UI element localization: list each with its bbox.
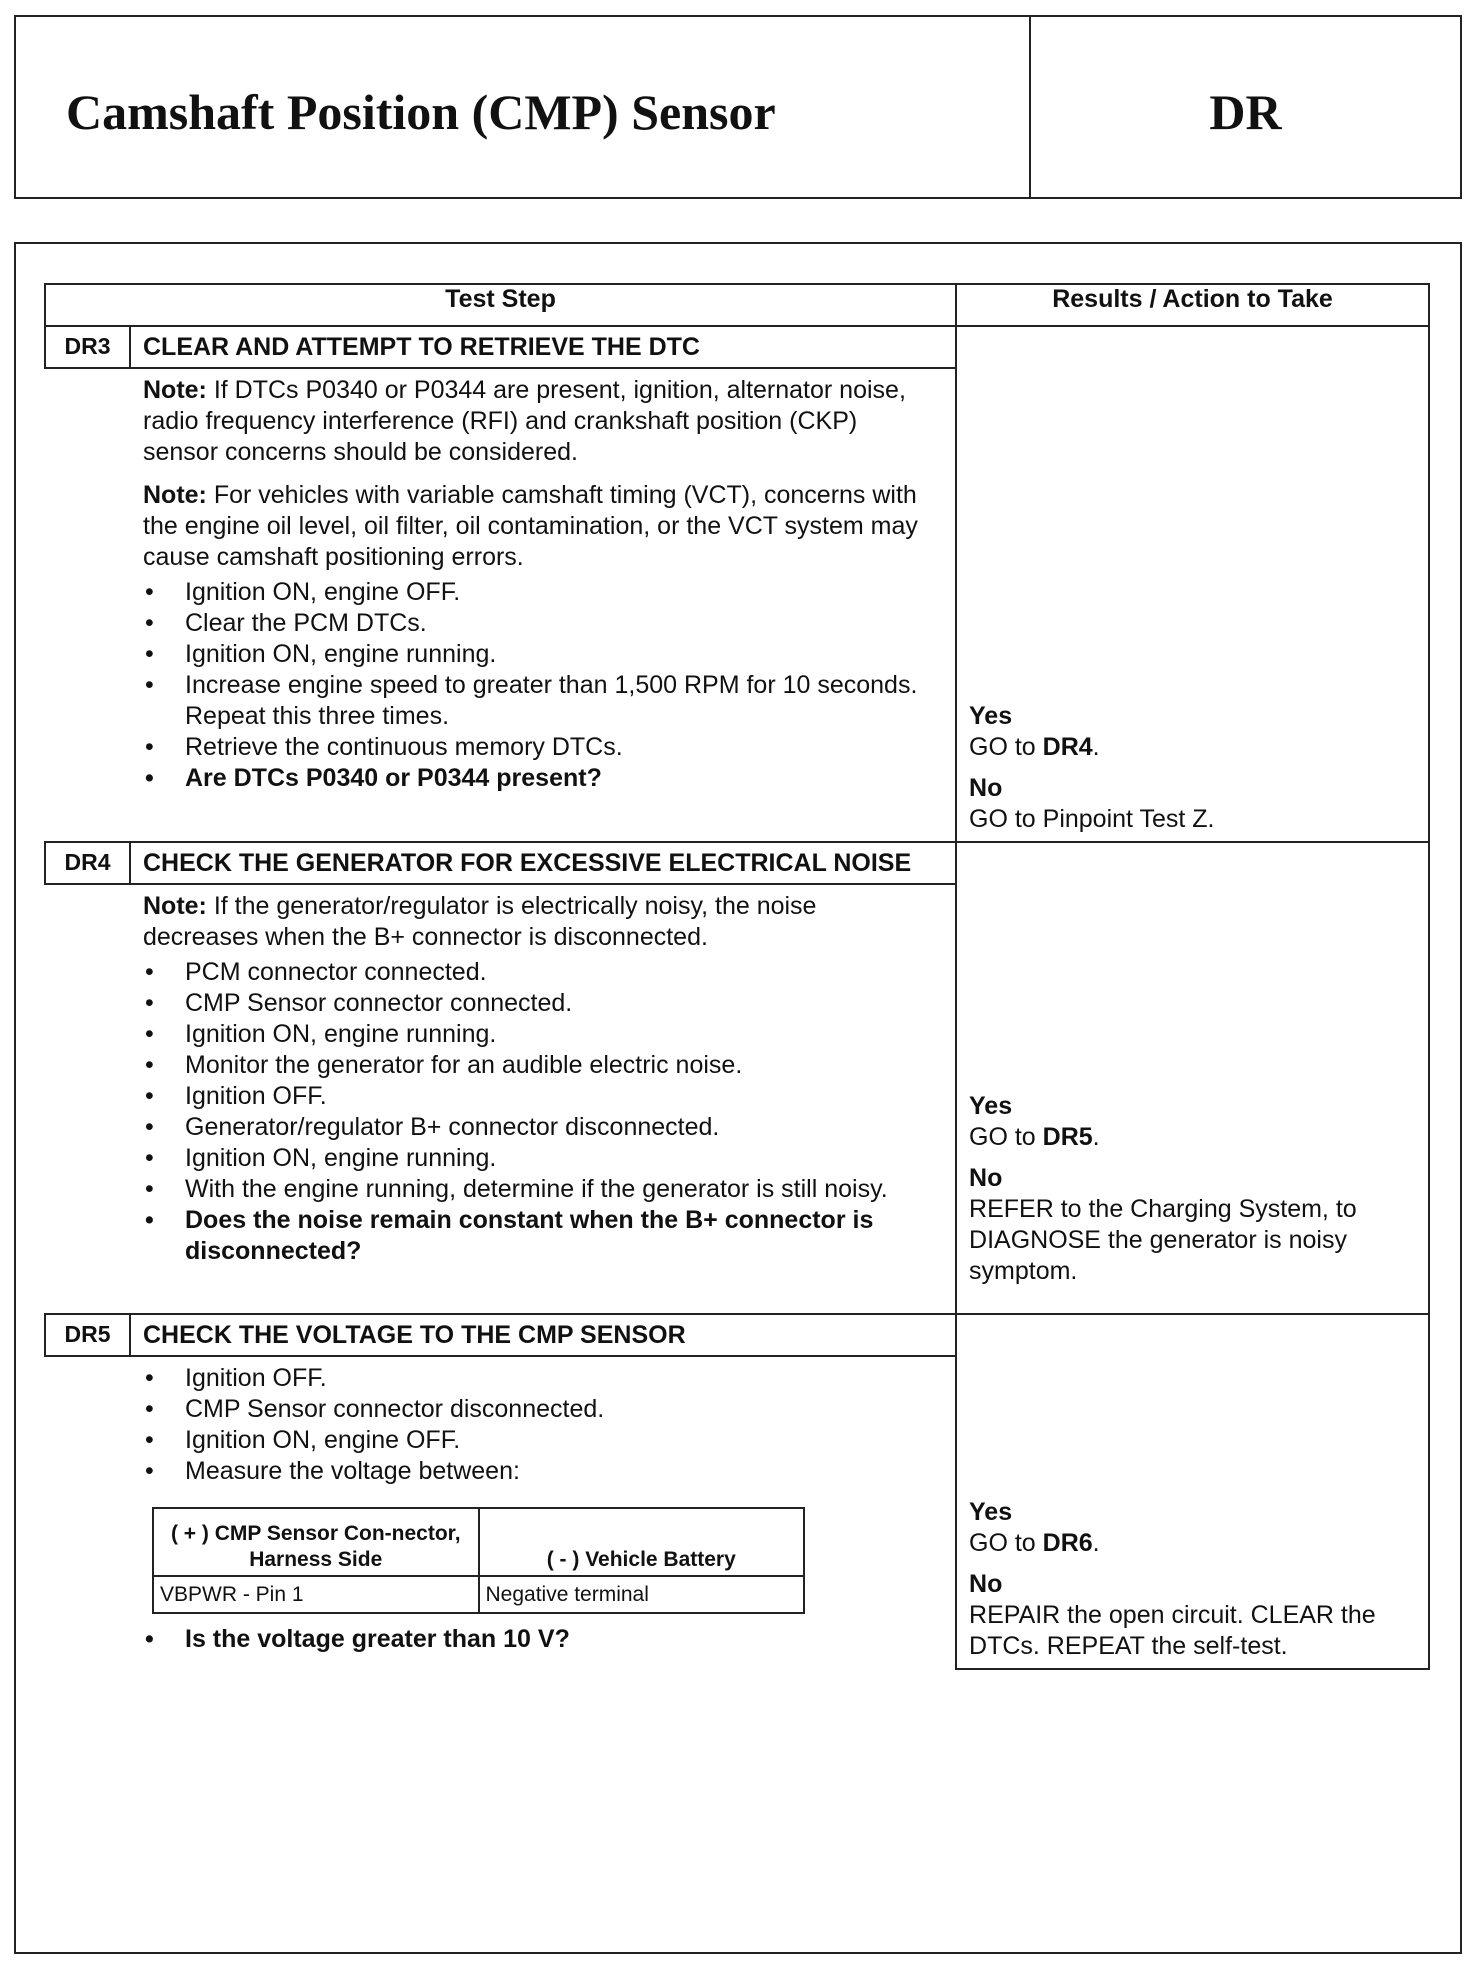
step-code: DR5: [45, 1314, 130, 1356]
step-bullets: [143, 957, 935, 1267]
test-step-table: [44, 283, 1430, 1670]
list-item: • Retrieve the continuous memory DTCs.: [143, 732, 935, 763]
measurement-col1-header: ( + ) CMP Sensor Con-nector, Harness Side: [153, 1508, 479, 1576]
yes-action: [969, 1122, 1416, 1153]
step-question: • Is the voltage greater than 10 V?: [143, 1624, 935, 1655]
yes-suffix: .: [1092, 1529, 1100, 1557]
results-header: Results / Action to Take: [956, 284, 1429, 326]
yes-label: Yes: [969, 702, 1013, 730]
measurement-row: [153, 1576, 804, 1613]
step-result: [956, 1314, 1429, 1669]
measurement-col1-value: VBPWR - Pin 1: [153, 1576, 479, 1613]
yes-suffix: .: [1092, 1123, 1100, 1151]
list-item: • Monitor the generator for an audible electric noise.: [143, 1050, 935, 1081]
table-header-row: [45, 284, 1429, 326]
step-dr3-title-row: [45, 326, 1429, 368]
list-item: • Ignition ON, engine running.: [143, 639, 935, 670]
note: [143, 891, 935, 953]
list-item: • Generator/regulator B+ connector disconnected.: [143, 1112, 935, 1143]
yes-action: [969, 732, 1416, 763]
no-label: No: [969, 1164, 1003, 1192]
note-label: Note:: [143, 481, 207, 509]
no-label: No: [969, 1570, 1003, 1598]
step-title: CHECK THE VOLTAGE TO THE CMP SENSOR: [130, 1314, 956, 1356]
no-action: REPAIR the open circuit. CLEAR the DTCs. REPEAT the self-test.: [969, 1601, 1376, 1660]
list-item: • CMP Sensor connector connected.: [143, 988, 935, 1019]
step-body: [45, 884, 956, 1314]
page-title: Camshaft Position (CMP) Sensor: [66, 84, 776, 140]
list-item: • Ignition ON, engine OFF.: [143, 1425, 935, 1456]
list-item: • With the engine running, determine if the generator is still noisy.: [143, 1174, 935, 1205]
section-code: DR: [1209, 84, 1282, 140]
list-item: • Clear the PCM DTCs.: [143, 608, 935, 639]
step-body: [45, 368, 956, 842]
list-item: • CMP Sensor connector disconnected.: [143, 1394, 935, 1425]
step-result: [956, 326, 1429, 842]
list-item: • Ignition ON, engine running.: [143, 1143, 935, 1174]
list-item: • PCM connector connected.: [143, 957, 935, 988]
step-bullets: [143, 577, 935, 794]
note: [143, 375, 935, 468]
step-body: [45, 1356, 956, 1669]
test-step-header: Test Step: [45, 284, 956, 326]
step-title: CLEAR AND ATTEMPT TO RETRIEVE THE DTC: [130, 326, 956, 368]
yes-label: Yes: [969, 1092, 1013, 1120]
yes-target: DR6: [1042, 1529, 1093, 1557]
yes-prefix: GO to: [969, 1123, 1043, 1151]
page-header: [14, 15, 1462, 199]
yes-suffix: .: [1092, 733, 1100, 761]
yes-target: DR5: [1042, 1123, 1093, 1151]
step-bullets: [143, 1624, 935, 1655]
list-item: • Measure the voltage between:: [143, 1456, 935, 1487]
measurement-header-row: [153, 1508, 804, 1576]
note: [143, 480, 935, 573]
step-question: • Are DTCs P0340 or P0344 present?: [143, 763, 935, 794]
step-title: CHECK THE GENERATOR FOR EXCESSIVE ELECTRICAL NOISE: [130, 842, 956, 884]
step-dr4-title-row: [45, 842, 1429, 884]
measurement-col2-header: ( - ) Vehicle Battery: [479, 1508, 805, 1576]
no-label: No: [969, 774, 1003, 802]
step-result: [956, 842, 1429, 1314]
list-item: • Ignition OFF.: [143, 1081, 935, 1112]
list-item: • Ignition ON, engine OFF.: [143, 577, 935, 608]
measurement-col2-value: Negative terminal: [479, 1576, 805, 1613]
yes-label: Yes: [969, 1498, 1013, 1526]
list-item: • Ignition ON, engine running.: [143, 1019, 935, 1050]
yes-action: [969, 1528, 1416, 1559]
no-action: GO to Pinpoint Test Z.: [969, 805, 1215, 833]
step-question: • Does the noise remain constant when the B+ connector is disconnected?: [143, 1205, 935, 1267]
note-text: If DTCs P0340 or P0344 are present, ignition, alternator noise, radio frequency interference (RFI) and crankshaft position (CKP) sensor concerns should be considered.: [143, 376, 906, 466]
note-label: Note:: [143, 892, 207, 920]
note-text: For vehicles with variable camshaft timing (VCT), concerns with the engine oil level, oil filter, oil contamination, or the VCT system may cause camshaft positioning errors.: [143, 481, 918, 571]
step-dr5-title-row: [45, 1314, 1429, 1356]
no-action: REFER to the Charging System, to DIAGNOSE the generator is noisy symptom.: [969, 1195, 1357, 1285]
note-label: Note:: [143, 376, 207, 404]
yes-target: DR4: [1042, 733, 1093, 761]
yes-prefix: GO to: [969, 733, 1043, 761]
list-item: • Increase engine speed to greater than 1,500 RPM for 10 seconds. Repeat this three times.: [143, 670, 935, 732]
step-bullets: [143, 1363, 935, 1487]
note-text: If the generator/regulator is electrically noisy, the noise decreases when the B+ connector is disconnected.: [143, 892, 817, 951]
list-item: • Ignition OFF.: [143, 1363, 935, 1394]
step-code: DR3: [45, 326, 130, 368]
step-code: DR4: [45, 842, 130, 884]
measurement-table: [152, 1507, 805, 1614]
yes-prefix: GO to: [969, 1529, 1043, 1557]
